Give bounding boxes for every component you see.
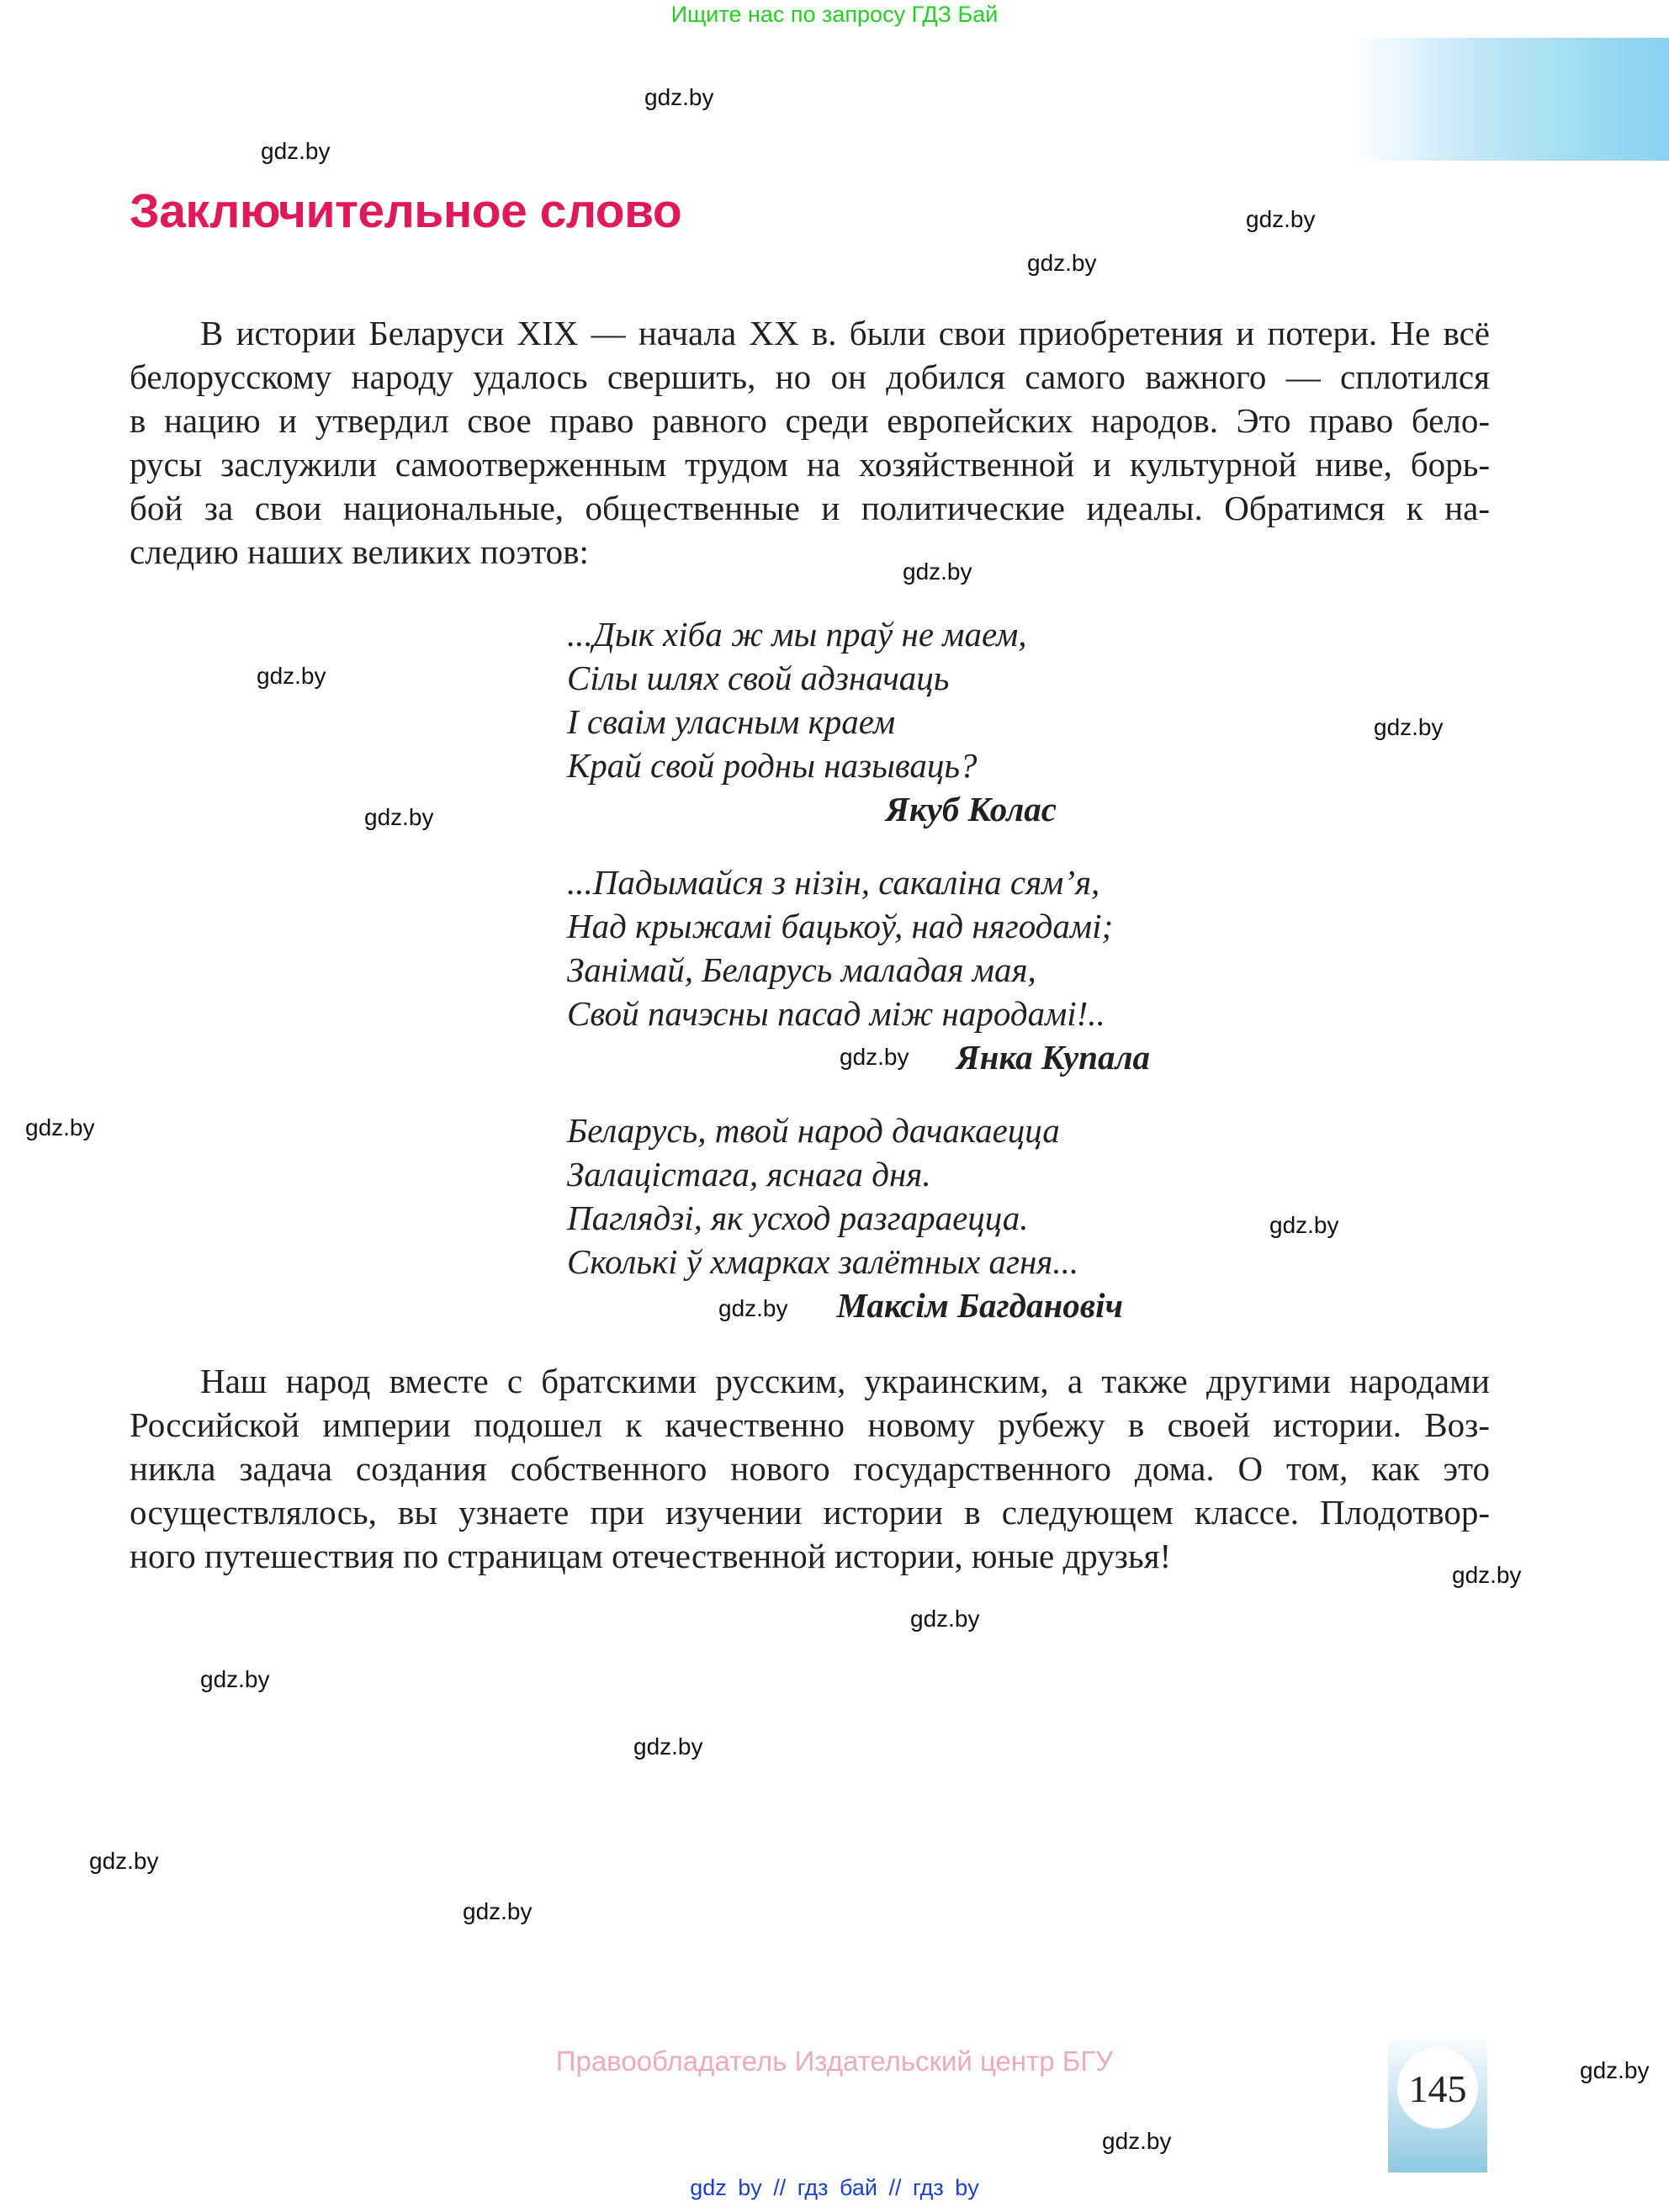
watermark: gdz.by — [261, 138, 331, 164]
watermark: gdz.by — [840, 1044, 909, 1070]
verse-line: Беларусь, твой народ дачакаецца — [567, 1111, 1060, 1150]
text-line: Российской империи подошел к качественно новому рубежу в своей истории. Воз- — [130, 1405, 1490, 1444]
verse-line: Занімай, Беларусь маладая мая, — [567, 950, 1036, 989]
watermark: gdz.by — [463, 1898, 532, 1924]
verse-line: Свой пачэсны пасад між народамі!.. — [567, 994, 1105, 1033]
text-line: ного путешествия по страницам отечественной истории, юные друзья! — [130, 1537, 1172, 1575]
watermark: gdz.by — [1246, 206, 1316, 232]
watermark: gdz.by — [910, 1606, 980, 1632]
verse-line: Над крыжамі бацькоў, над нягодамі; — [567, 907, 1114, 945]
poem-author: Янка Купала — [956, 1038, 1150, 1077]
text-line: Наш народ вместе с братскими русским, украинским, а также другими народами — [200, 1362, 1490, 1400]
text-line: белорусскому народу удалось свершить, но он добился самого важного — сплотился — [130, 357, 1490, 396]
verse-line: Край свой родны называць? — [567, 746, 978, 785]
watermark: gdz.by — [903, 558, 972, 585]
watermark: gdz.by — [1580, 2057, 1650, 2083]
text-line: никла задача создания собственного нового государственного дома. О том, как это — [130, 1449, 1490, 1488]
page-number: 145 — [1397, 2048, 1478, 2129]
text-line: в нацию и утвердил свое право равного среди европейских народов. Это право бело- — [130, 401, 1490, 440]
corner-decoration — [1354, 38, 1669, 161]
poem-author: Якуб Колас — [885, 790, 1057, 828]
bottom-links[interactable]: gdz by // гдз бай // гдз by — [690, 2175, 979, 2200]
watermark: gdz.by — [1452, 1562, 1522, 1588]
verse-line: І сваім уласным краем — [567, 702, 896, 741]
watermark: gdz.by — [1374, 714, 1444, 740]
watermark: gdz.by — [633, 1733, 703, 1760]
text-line: следию наших великих поэтов: — [130, 532, 589, 571]
verse-line: Паглядзі, як усход разгараецца. — [567, 1199, 1029, 1237]
watermark: gdz.by — [25, 1114, 95, 1140]
page-number-tab — [1388, 2031, 1487, 2172]
verse-line: Сілы шлях свой адзначаць — [567, 659, 950, 697]
watermark: gdz.by — [718, 1295, 788, 1321]
poem-author: Максім Багдановіч — [836, 1286, 1123, 1325]
verse-line: Сколькі ў хмарках залётных агня... — [567, 1242, 1079, 1281]
watermark: gdz.by — [200, 1666, 270, 1692]
watermark: gdz.by — [1102, 2128, 1172, 2154]
copyright-owner: Правообладатель Издательский центр БГУ — [555, 2045, 1114, 2077]
watermark: gdz.by — [257, 663, 326, 689]
watermark: gdz.by — [1269, 1212, 1339, 1238]
watermark: gdz.by — [1027, 250, 1097, 276]
verse-line: Залацістага, яснага дня. — [567, 1155, 931, 1193]
search-note: Ищите нас по запросу ГДЗ Бай — [670, 2, 999, 27]
watermark: gdz.by — [89, 1848, 159, 1874]
watermark: gdz.by — [644, 84, 714, 110]
text-line: русы заслужили самоотверженным трудом на хозяйственной и культурной ниве, борь- — [130, 445, 1490, 484]
text-line: осуществлялось, вы узнаете при изучении истории в следующем классе. Плодотвор- — [130, 1493, 1490, 1532]
text-line: бой за свои национальные, общественные и политические идеалы. Обратимся к на- — [130, 489, 1490, 527]
page-title: Заключительное слово — [130, 184, 682, 238]
verse-line: ...Дык хіба ж мы праў не маем, — [567, 615, 1027, 654]
text-line: В истории Беларуси XIX — начала XX в. были свои приобретения и потери. Не всё — [200, 314, 1490, 352]
verse-line: ...Падымайся з нізін, сакаліна сям’я, — [567, 863, 1100, 902]
watermark: gdz.by — [364, 804, 434, 830]
